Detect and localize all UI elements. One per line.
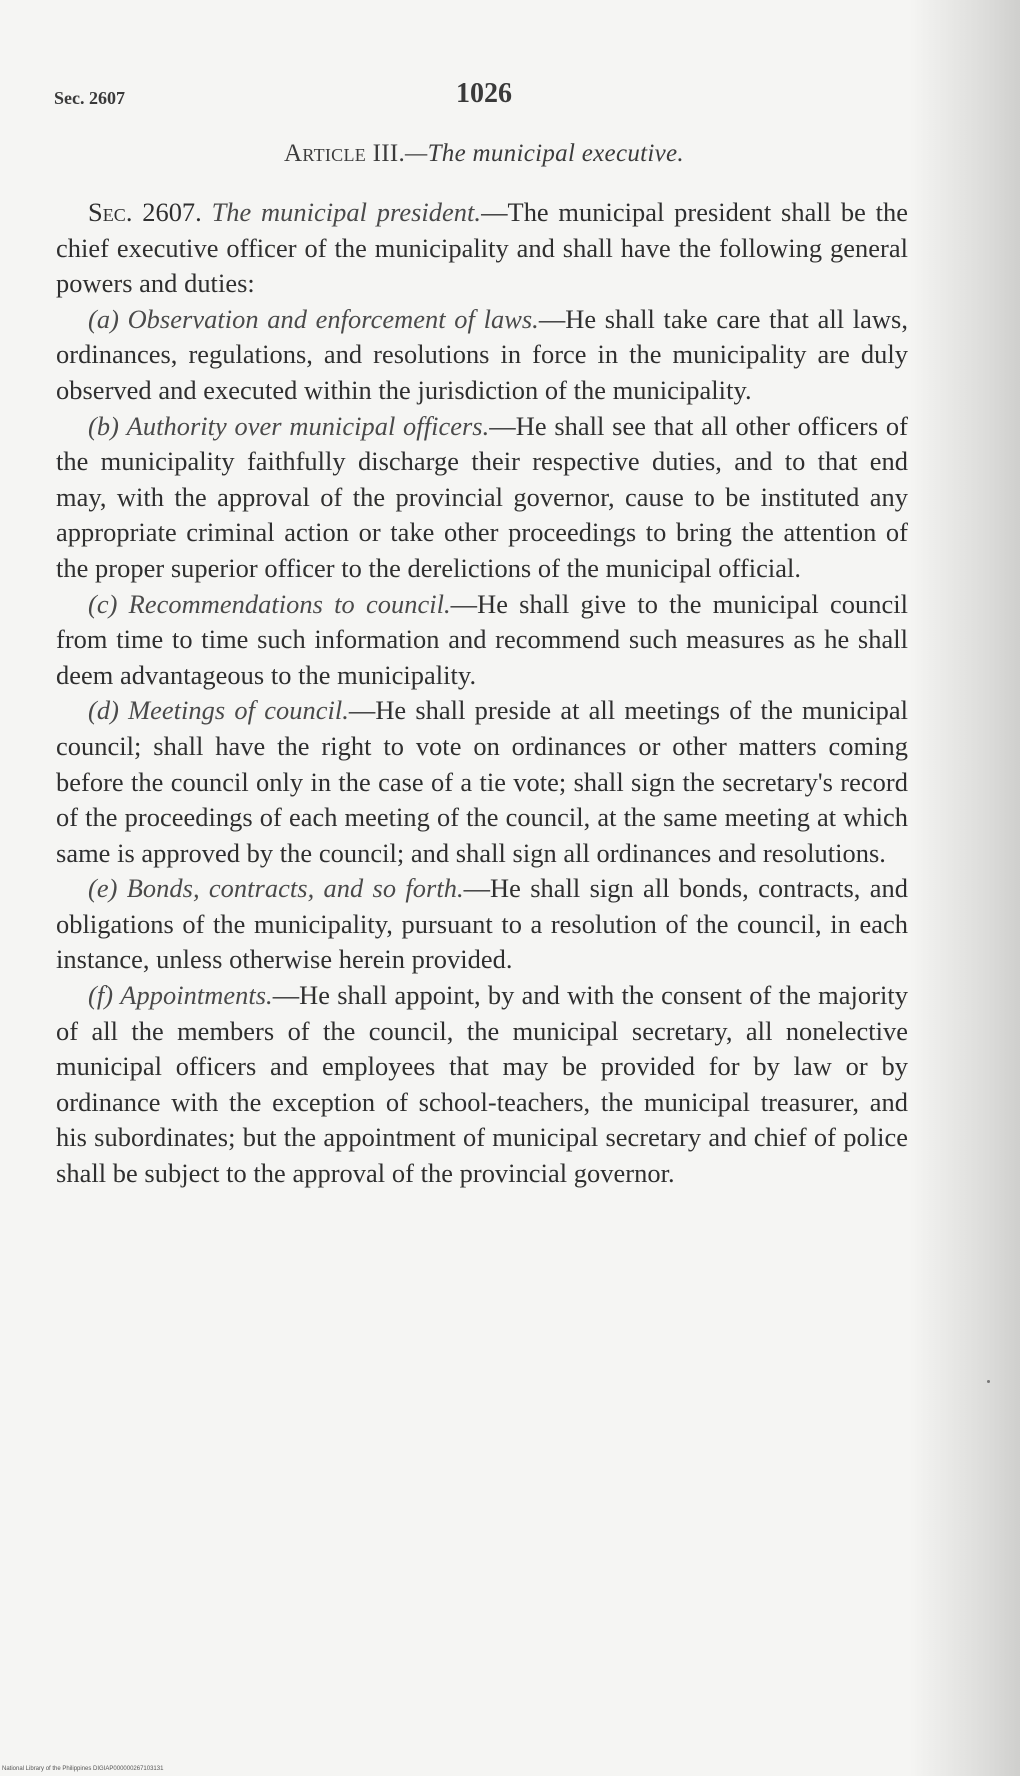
page-header: [54, 78, 914, 118]
paragraph-marker: (a): [88, 303, 119, 334]
paragraph-e: [56, 871, 908, 978]
paragraph-heading: Observation and enforcement of laws.: [127, 303, 539, 334]
paragraph-heading: Appointments.: [120, 980, 273, 1011]
section-label: Sec. 2607.: [88, 197, 202, 227]
paragraph-text: —He shall sign all bonds, contracts, and obligations of the municipality, pursuant to a resolution of the council, in each instance, unless otherwise herein provided.: [56, 873, 908, 975]
paragraph-text: —He shall appoint, by and with the consent of the majority of all the members of the council, the municipal secretary, all nonelective municipal officers and employees that may be provided for by law or by ordinance with the exception of school-teachers, the municipal treasurer, and his subordinates; but the appointment of municipal secretary and chief of police shall be subject to the approval of the provincial governor.: [56, 980, 908, 1189]
paragraph-marker: (c): [88, 588, 118, 619]
section-text: —The municipal president shall be the chief executive officer of the municipality and shall have the following general powers and duties:: [56, 197, 908, 299]
paragraph-text: —He shall see that all other officers of the municipality faithfully discharge their respective duties, and to that end may, with the approval of the provincial governor, cause to be instituted any appropriate criminal action or take other proceedings to bring the attention of the proper superior officer to the derelictions of the municipal official.: [56, 410, 908, 583]
paragraph-heading: Recommendations to council.: [128, 588, 451, 619]
paragraph-marker: (d): [88, 695, 119, 726]
page-number: 1026: [456, 78, 512, 109]
paragraph-heading: Authority over municipal officers.: [126, 410, 490, 441]
paragraph-b: [56, 409, 908, 587]
scan-credit: National Library of the Philippines DIGIAP000000267103131: [2, 1766, 164, 1772]
paragraph-marker: (e): [88, 873, 118, 904]
article-title: [54, 140, 914, 168]
section-title: The municipal president.: [211, 197, 482, 227]
paragraph-d: [56, 693, 908, 871]
paragraph-heading: Meetings of council.: [128, 695, 349, 726]
paragraph-a: [56, 302, 908, 409]
scan-speck: [987, 1380, 990, 1383]
paragraph-c: [56, 587, 908, 694]
paragraph-text: —He shall take care that all laws, ordinances, regulations, and resolutions in force in the municipality are duly observed and executed within the jurisdiction of the municipality.: [56, 303, 908, 405]
article-label: Article III.: [284, 140, 406, 167]
section-intro: [56, 195, 908, 302]
paragraph-heading: Bonds, contracts, and so forth.: [126, 873, 464, 904]
paragraph-f: [56, 978, 908, 1192]
paragraph-text: —He shall give to the municipal council from time to time such information and recommend such measures as he shall deem advantageous to the municipality.: [56, 588, 908, 690]
paragraph-text: —He shall preside at all meetings of the municipal council; shall have the right to vote on ordinances or other matters coming before the council only in the case of a tie vote; shall sign the secretary's record of the proceedings of each meeting of the council, at the same meeting at which same is approved by the council; and shall sign all ordinances and resolutions.: [56, 695, 908, 868]
paragraph-marker: (f): [88, 980, 114, 1011]
page-edge-shadow: [910, 0, 1020, 1776]
article-heading: —The municipal executive.: [405, 140, 684, 167]
section-reference: Sec. 2607: [54, 88, 125, 108]
document-body: [56, 195, 908, 1192]
paragraph-marker: (b): [88, 410, 119, 441]
